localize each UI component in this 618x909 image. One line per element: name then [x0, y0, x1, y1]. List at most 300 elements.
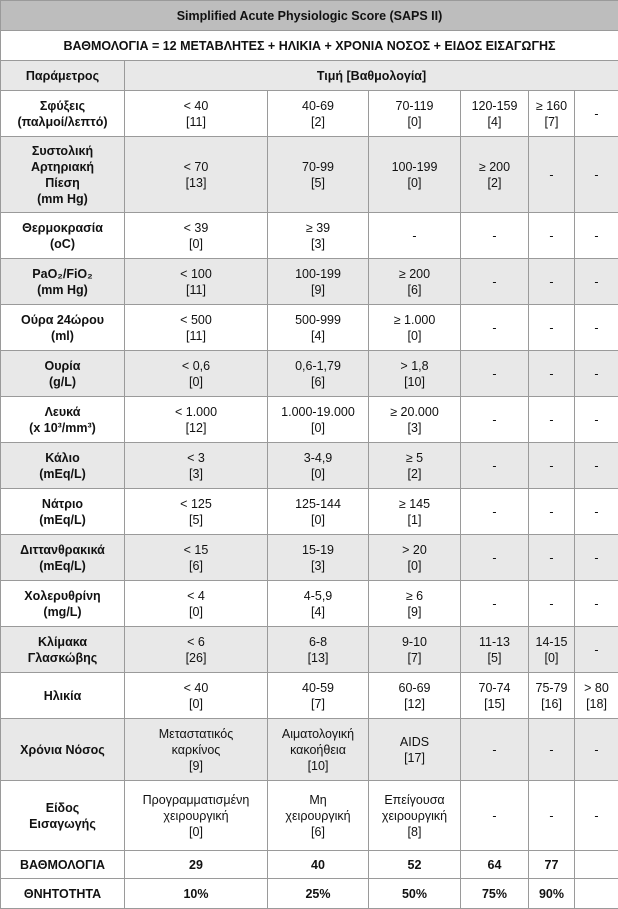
- value-cell: [461, 443, 529, 489]
- value-cell: [369, 489, 461, 535]
- value-cell-line: [17]: [372, 750, 457, 766]
- parameter-name-line: PaO₂/FiO₂: [4, 266, 121, 282]
- value-cell: [575, 213, 618, 259]
- value-cell-line: [0]: [128, 696, 264, 712]
- value-cell: [575, 627, 618, 673]
- value-cell: [575, 673, 618, 719]
- value-cell-line: [0]: [271, 420, 365, 436]
- value-cell-line: -: [532, 742, 571, 758]
- value-cell: [529, 443, 575, 489]
- mortality-row: [1, 879, 618, 909]
- table-row: [1, 489, 618, 535]
- value-cell-line: Προγραμματισμένη: [128, 792, 264, 808]
- value-cell-line: -: [532, 504, 571, 520]
- value-cell-line: [6]: [128, 558, 264, 574]
- value-cell-line: 125-144: [271, 496, 365, 512]
- value-cell: [369, 213, 461, 259]
- value-cell-line: [5]: [271, 175, 365, 191]
- value-cell: [529, 351, 575, 397]
- value-cell-line: 40-69: [271, 98, 365, 114]
- value-cell-line: -: [532, 228, 571, 244]
- value-cell-line: 70-119: [372, 98, 457, 114]
- value-cell: [268, 673, 369, 719]
- parameter-name: [1, 781, 125, 851]
- value-cell: [529, 673, 575, 719]
- value-cell-line: -: [372, 228, 457, 244]
- value-cell: [125, 305, 268, 351]
- score-value: 64: [461, 851, 529, 879]
- value-cell-line: [6]: [271, 824, 365, 840]
- value-cell-line: [7]: [372, 650, 457, 666]
- value-cell-line: -: [464, 228, 525, 244]
- value-cell: [125, 91, 268, 137]
- parameter-name-line: Σφύξεις: [4, 98, 121, 114]
- table-row: [1, 535, 618, 581]
- value-cell-line: κακοήθεια: [271, 742, 365, 758]
- value-cell: [461, 719, 529, 781]
- value-cell-line: -: [464, 412, 525, 428]
- value-cell-line: [3]: [271, 236, 365, 252]
- value-cell-line: [13]: [128, 175, 264, 191]
- value-cell: [268, 305, 369, 351]
- value-cell: [125, 581, 268, 627]
- value-cell-line: ≥ 1.000: [372, 312, 457, 328]
- value-cell: [461, 259, 529, 305]
- value-cell: [369, 443, 461, 489]
- table-row: [1, 443, 618, 489]
- value-cell: [461, 351, 529, 397]
- value-cell: [575, 781, 618, 851]
- value-cell: [268, 137, 369, 213]
- value-cell-line: [26]: [128, 650, 264, 666]
- value-cell: [529, 305, 575, 351]
- score-value: 77: [529, 851, 575, 879]
- value-cell: [575, 91, 618, 137]
- value-cell-line: 60-69: [372, 680, 457, 696]
- value-cell: [369, 259, 461, 305]
- value-cell: [575, 581, 618, 627]
- parameter-name: [1, 535, 125, 581]
- value-cell: [529, 137, 575, 213]
- value-cell: [529, 719, 575, 781]
- parameter-name-line: Κάλιο: [4, 450, 121, 466]
- value-cell-line: Μη: [271, 792, 365, 808]
- value-cell-line: [0]: [372, 558, 457, 574]
- value-cell: [575, 305, 618, 351]
- score-value: 29: [125, 851, 268, 879]
- value-cell-line: 3-4,9: [271, 450, 365, 466]
- value-cell: [529, 535, 575, 581]
- value-cell: [575, 137, 618, 213]
- table-title: Simplified Acute Physiologic Score (SAPS II): [1, 1, 618, 31]
- value-cell: [461, 91, 529, 137]
- value-cell-line: [2]: [372, 466, 457, 482]
- parameter-name: [1, 489, 125, 535]
- mortality-value: [575, 879, 618, 909]
- value-cell-line: 100-199: [372, 159, 457, 175]
- value-cell-line: < 39: [128, 220, 264, 236]
- parameter-name-line: Εισαγωγής: [4, 816, 121, 832]
- value-cell-line: [3]: [372, 420, 457, 436]
- table-row: [1, 259, 618, 305]
- value-cell-line: -: [464, 274, 525, 290]
- value-cell-line: AIDS: [372, 734, 457, 750]
- parameter-name-line: Συστολική: [4, 143, 121, 159]
- parameter-name: [1, 305, 125, 351]
- value-cell-line: 75-79: [532, 680, 571, 696]
- value-cell: [529, 781, 575, 851]
- value-cell-line: [7]: [271, 696, 365, 712]
- value-cell-line: Μεταστατικός: [128, 726, 264, 742]
- parameter-name-line: Είδος: [4, 800, 121, 816]
- score-value: 40: [268, 851, 369, 879]
- value-cell-line: < 1.000: [128, 404, 264, 420]
- value-cell-line: -: [578, 742, 615, 758]
- parameter-name-line: (mEq/L): [4, 466, 121, 482]
- parameter-name: [1, 259, 125, 305]
- mortality-value: 25%: [268, 879, 369, 909]
- value-cell: [268, 91, 369, 137]
- value-cell-line: [4]: [271, 604, 365, 620]
- value-cell-line: [8]: [372, 824, 457, 840]
- parameter-name-line: Λευκά: [4, 404, 121, 420]
- value-cell-line: -: [578, 504, 615, 520]
- parameter-name-line: Ούρα 24ώρου: [4, 312, 121, 328]
- parameter-name-line: Ηλικία: [4, 688, 121, 704]
- parameter-name-line: Γλασκώβης: [4, 650, 121, 666]
- score-value: [575, 851, 618, 879]
- value-cell-line: 9-10: [372, 634, 457, 650]
- value-cell-line: < 6: [128, 634, 264, 650]
- parameter-name-line: (mm Hg): [4, 191, 121, 207]
- table-row: [1, 137, 618, 213]
- value-cell-line: [12]: [372, 696, 457, 712]
- mortality-value: 75%: [461, 879, 529, 909]
- value-cell: [461, 627, 529, 673]
- value-cell-line: 0,6-1,79: [271, 358, 365, 374]
- value-cell: [125, 351, 268, 397]
- parameter-name-line: Πίεση: [4, 175, 121, 191]
- value-cell-line: [9]: [372, 604, 457, 620]
- value-cell: [575, 351, 618, 397]
- value-cell: [529, 91, 575, 137]
- value-cell: [529, 489, 575, 535]
- value-cell-line: [0]: [372, 114, 457, 130]
- value-cell-line: 70-74: [464, 680, 525, 696]
- score-label: ΒΑΘΜΟΛΟΓΙΑ: [1, 851, 125, 879]
- value-cell-line: ≥ 200: [464, 159, 525, 175]
- value-cell-line: -: [464, 808, 525, 824]
- value-cell-line: [0]: [372, 175, 457, 191]
- mortality-value: 50%: [369, 879, 461, 909]
- value-cell-line: -: [578, 106, 615, 122]
- value-cell-line: [10]: [372, 374, 457, 390]
- value-cell-line: χειρουργική: [372, 808, 457, 824]
- value-cell-line: ≥ 6: [372, 588, 457, 604]
- value-cell-line: [0]: [271, 512, 365, 528]
- value-cell-line: [15]: [464, 696, 525, 712]
- value-cell: [125, 489, 268, 535]
- value-cell-line: [3]: [271, 558, 365, 574]
- value-cell-line: [6]: [372, 282, 457, 298]
- value-cell: [268, 259, 369, 305]
- value-cell: [529, 581, 575, 627]
- value-cell-line: 100-199: [271, 266, 365, 282]
- value-cell-line: > 20: [372, 542, 457, 558]
- value-cell: [461, 581, 529, 627]
- value-cell-line: < 500: [128, 312, 264, 328]
- parameter-name-line: Χρόνια Νόσος: [4, 742, 121, 758]
- value-cell: [369, 305, 461, 351]
- value-cell-line: [0]: [128, 604, 264, 620]
- value-cell-line: < 0,6: [128, 358, 264, 374]
- table-row: [1, 627, 618, 673]
- value-cell-line: -: [464, 742, 525, 758]
- value-cell: [369, 719, 461, 781]
- value-cell: [125, 781, 268, 851]
- value-cell-line: > 80: [578, 680, 615, 696]
- value-cell-line: -: [578, 320, 615, 336]
- value-cell-line: [2]: [464, 175, 525, 191]
- value-cell: [268, 627, 369, 673]
- value-cell-line: χειρουργική: [271, 808, 365, 824]
- parameter-name: [1, 627, 125, 673]
- parameter-name: [1, 719, 125, 781]
- value-cell-line: [6]: [271, 374, 365, 390]
- value-cell-line: [10]: [271, 758, 365, 774]
- value-cell: [125, 535, 268, 581]
- parameter-name-line: (mEq/L): [4, 512, 121, 528]
- value-cell-line: < 70: [128, 159, 264, 175]
- value-header: Τιμή [Βαθμολογία]: [125, 61, 618, 91]
- value-cell-line: [0]: [532, 650, 571, 666]
- parameter-name: [1, 581, 125, 627]
- value-cell-line: -: [532, 274, 571, 290]
- value-cell: [369, 137, 461, 213]
- value-cell-line: [7]: [532, 114, 571, 130]
- value-cell: [461, 397, 529, 443]
- value-cell-line: 1.000-19.000: [271, 404, 365, 420]
- value-cell: [461, 781, 529, 851]
- value-cell-line: < 40: [128, 98, 264, 114]
- value-cell: [125, 137, 268, 213]
- parameter-name-line: Αρτηριακή: [4, 159, 121, 175]
- value-cell-line: [11]: [128, 114, 264, 130]
- table-row: [1, 719, 618, 781]
- score-formula: ΒΑΘΜΟΛΟΓΙΑ = 12 ΜΕΤΑΒΛΗΤΕΣ + ΗΛΙΚΙΑ + ΧΡΟΝΙΑ ΝΟΣΟΣ + ΕΙΔΟΣ ΕΙΣΑΓΩΓΗΣ: [1, 31, 618, 61]
- value-cell-line: [11]: [128, 282, 264, 298]
- value-cell-line: 40-59: [271, 680, 365, 696]
- value-cell-line: -: [532, 320, 571, 336]
- value-cell-line: -: [578, 458, 615, 474]
- score-value: 52: [369, 851, 461, 879]
- value-cell-line: < 100: [128, 266, 264, 282]
- value-cell: [369, 397, 461, 443]
- value-cell: [369, 91, 461, 137]
- parameter-name-line: (mg/L): [4, 604, 121, 620]
- value-cell: [575, 535, 618, 581]
- value-cell-line: [5]: [128, 512, 264, 528]
- parameter-name-line: (x 10³/mm³): [4, 420, 121, 436]
- parameter-name-line: Νάτριο: [4, 496, 121, 512]
- value-cell: [125, 627, 268, 673]
- value-cell: [575, 397, 618, 443]
- parameter-name-line: Ουρία: [4, 358, 121, 374]
- value-cell: [461, 535, 529, 581]
- value-cell: [529, 397, 575, 443]
- value-cell: [461, 213, 529, 259]
- value-cell-line: [0]: [128, 824, 264, 840]
- value-cell-line: [1]: [372, 512, 457, 528]
- parameter-name: [1, 91, 125, 137]
- parameter-name-line: Χολερυθρίνη: [4, 588, 121, 604]
- value-cell-line: -: [464, 550, 525, 566]
- value-cell-line: -: [578, 167, 615, 183]
- table-row: [1, 397, 618, 443]
- value-cell: [461, 137, 529, 213]
- value-cell-line: -: [532, 596, 571, 612]
- value-cell-line: 14-15: [532, 634, 571, 650]
- value-cell-line: [16]: [532, 696, 571, 712]
- value-cell-line: -: [578, 274, 615, 290]
- value-cell-line: -: [578, 596, 615, 612]
- value-cell-line: 70-99: [271, 159, 365, 175]
- value-cell-line: -: [464, 504, 525, 520]
- value-cell-line: ≥ 39: [271, 220, 365, 236]
- value-cell-line: -: [532, 167, 571, 183]
- value-cell: [125, 443, 268, 489]
- value-cell-line: -: [578, 412, 615, 428]
- value-cell: [461, 673, 529, 719]
- value-cell-line: -: [532, 458, 571, 474]
- value-cell: [529, 259, 575, 305]
- table-row: [1, 581, 618, 627]
- value-cell: [268, 443, 369, 489]
- value-cell: [461, 305, 529, 351]
- value-cell: [575, 719, 618, 781]
- value-cell-line: < 3: [128, 450, 264, 466]
- value-cell: [575, 259, 618, 305]
- parameter-name-line: (mm Hg): [4, 282, 121, 298]
- value-cell-line: [5]: [464, 650, 525, 666]
- mortality-value: 90%: [529, 879, 575, 909]
- value-cell-line: < 15: [128, 542, 264, 558]
- parameter-name-line: (ml): [4, 328, 121, 344]
- value-cell: [529, 627, 575, 673]
- parameter-name-line: (g/L): [4, 374, 121, 390]
- value-cell-line: [0]: [128, 374, 264, 390]
- value-cell: [268, 213, 369, 259]
- table-row: [1, 673, 618, 719]
- value-cell: [125, 673, 268, 719]
- value-cell-line: 120-159: [464, 98, 525, 114]
- value-cell: [125, 719, 268, 781]
- value-cell-line: [9]: [128, 758, 264, 774]
- value-cell-line: [4]: [271, 328, 365, 344]
- value-cell-line: ≥ 160: [532, 98, 571, 114]
- parameter-name: [1, 351, 125, 397]
- value-cell-line: ≥ 145: [372, 496, 457, 512]
- value-cell-line: -: [578, 642, 615, 658]
- parameter-name-line: Κλίμακα: [4, 634, 121, 650]
- table-row: [1, 305, 618, 351]
- value-cell-line: Επείγουσα: [372, 792, 457, 808]
- value-cell-line: Αιματολογική: [271, 726, 365, 742]
- value-cell-line: -: [532, 808, 571, 824]
- value-cell-line: -: [464, 596, 525, 612]
- value-cell-line: 6-8: [271, 634, 365, 650]
- value-cell: [369, 535, 461, 581]
- value-cell-line: -: [464, 320, 525, 336]
- table-row: [1, 91, 618, 137]
- value-cell: [268, 535, 369, 581]
- value-cell-line: [13]: [271, 650, 365, 666]
- value-cell-line: χειρουργική: [128, 808, 264, 824]
- value-cell: [369, 627, 461, 673]
- value-cell-line: -: [578, 550, 615, 566]
- score-row: [1, 851, 618, 879]
- parameter-name: [1, 673, 125, 719]
- value-cell: [369, 351, 461, 397]
- value-cell-line: -: [532, 412, 571, 428]
- value-cell: [529, 213, 575, 259]
- value-cell-line: 4-5,9: [271, 588, 365, 604]
- value-cell: [268, 489, 369, 535]
- table-row: [1, 781, 618, 851]
- value-cell-line: [2]: [271, 114, 365, 130]
- value-cell-line: 11-13: [464, 634, 525, 650]
- value-cell-line: -: [464, 366, 525, 382]
- value-cell-line: > 1,8: [372, 358, 457, 374]
- parameter-name: [1, 397, 125, 443]
- value-cell: [125, 259, 268, 305]
- value-cell: [125, 397, 268, 443]
- value-cell: [268, 719, 369, 781]
- parameter-name: [1, 443, 125, 489]
- parameter-name-line: Διττανθρακικά: [4, 542, 121, 558]
- parameter-name-line: (παλμοί/λεπτό): [4, 114, 121, 130]
- value-cell: [268, 781, 369, 851]
- value-cell-line: < 125: [128, 496, 264, 512]
- value-cell-line: -: [578, 808, 615, 824]
- parameter-name: [1, 137, 125, 213]
- parameter-name-line: Θερμοκρασία: [4, 220, 121, 236]
- value-cell-line: -: [532, 366, 571, 382]
- value-cell-line: [0]: [128, 236, 264, 252]
- value-cell-line: -: [578, 366, 615, 382]
- value-cell-line: 500-999: [271, 312, 365, 328]
- value-cell-line: < 40: [128, 680, 264, 696]
- value-cell-line: [0]: [372, 328, 457, 344]
- mortality-label: ΘΝΗΤΟΤΗΤΑ: [1, 879, 125, 909]
- value-cell: [575, 489, 618, 535]
- value-cell-line: -: [464, 458, 525, 474]
- value-cell-line: [3]: [128, 466, 264, 482]
- mortality-value: 10%: [125, 879, 268, 909]
- value-cell-line: -: [578, 228, 615, 244]
- value-cell-line: 15-19: [271, 542, 365, 558]
- value-cell: [461, 489, 529, 535]
- value-cell: [369, 673, 461, 719]
- value-cell: [369, 581, 461, 627]
- value-cell-line: καρκίνος: [128, 742, 264, 758]
- value-cell: [268, 581, 369, 627]
- value-cell-line: [0]: [271, 466, 365, 482]
- value-cell-line: [4]: [464, 114, 525, 130]
- value-cell-line: -: [532, 550, 571, 566]
- value-cell: [369, 781, 461, 851]
- value-cell-line: ≥ 5: [372, 450, 457, 466]
